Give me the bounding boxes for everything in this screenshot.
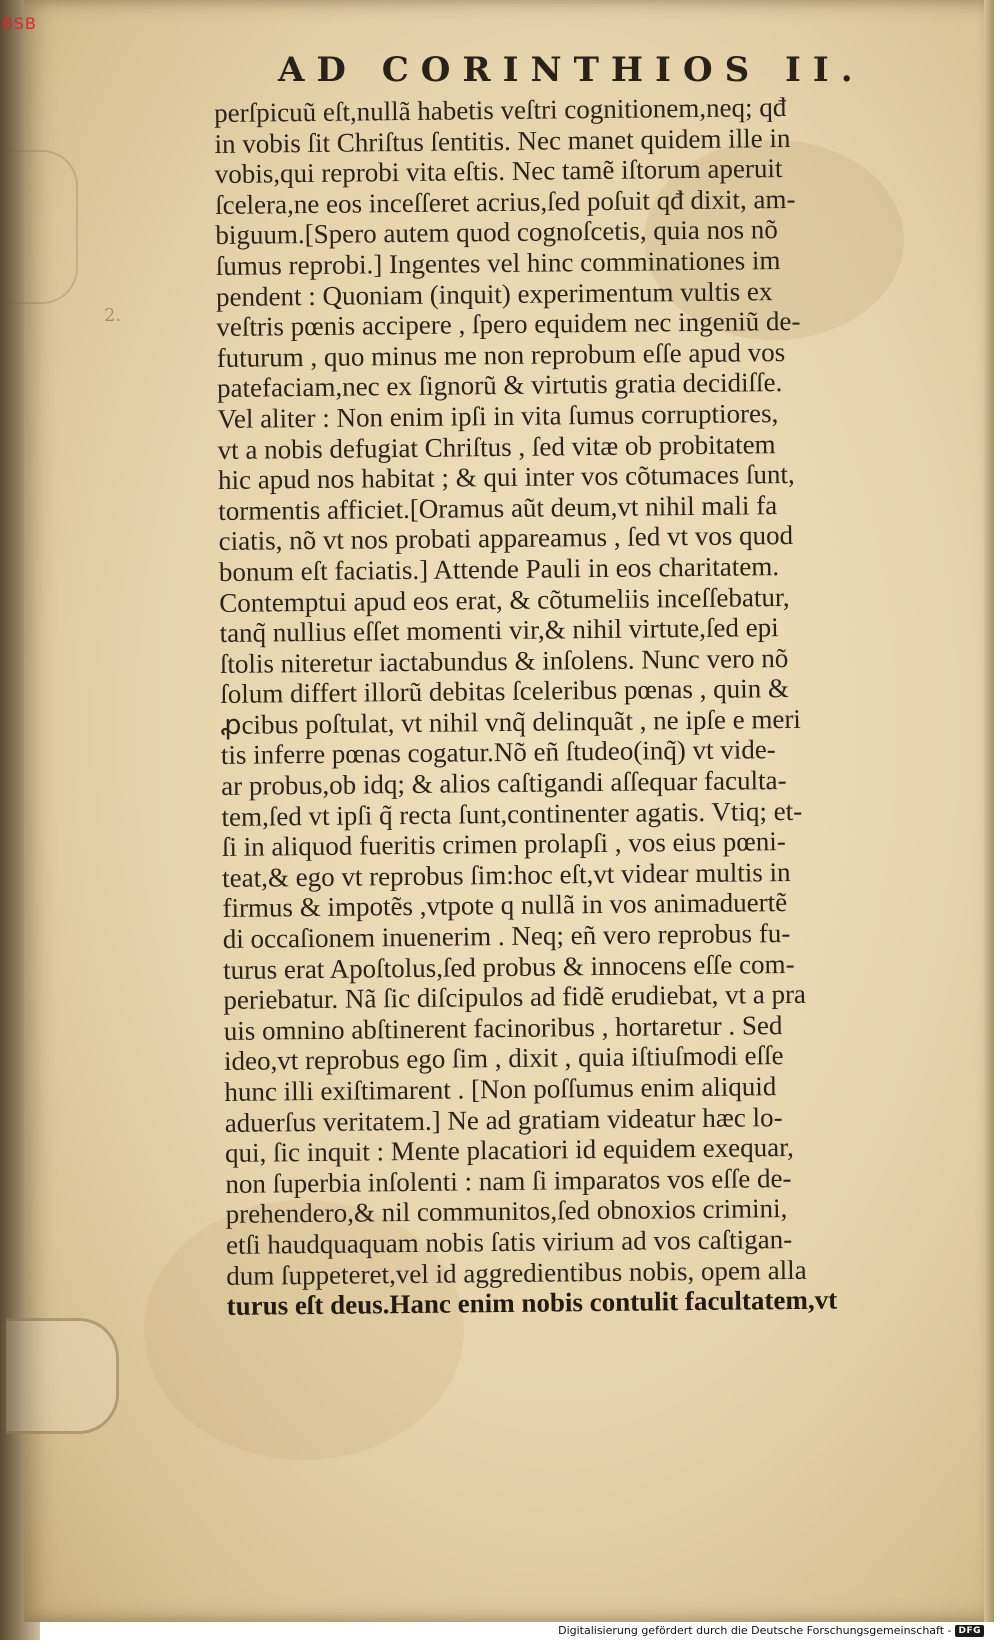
- text-line: ideo,vt reprobus ego ſim , dixit , quia iſtiuſmodi eſſe: [223, 1040, 784, 1077]
- text-line: ſtolis niteretur iactabundus & inſolens. Nunc vero nõ: [219, 642, 789, 679]
- text-line: in vobis ſit Chriſtus ſentitis. Nec manet quidem ille in: [214, 122, 791, 159]
- text-line: ar probus,ob idq; & alios caſtigandi aſſequar faculta-: [221, 765, 787, 802]
- text-line: hic apud nos habitat ; & qui inter vos cõtumaces ſunt,: [217, 459, 795, 496]
- page-clip: [6, 1318, 119, 1434]
- text-line: di occaſionem inuenerim . Neq; eñ vero reprobus fu-: [222, 918, 791, 954]
- dfg-logo: DFG: [955, 1625, 984, 1637]
- text-line: periebatur. Nã ſic diſcipulos ad fidẽ erudiebat, vt a pra: [223, 979, 807, 1016]
- text-line: ciatis, nõ vt nos probati appareamus , ſed vt vos quod: [218, 520, 794, 557]
- text-line: tem,ſed vt ipſi q̃ recta ſunt,continenter agatis. Vtiq; et-: [221, 795, 803, 832]
- text-line: teat,& ego vt reprobus ſim:hoc eſt,vt videar multis in: [222, 856, 791, 893]
- text-line: vobis,qui reprobi vita eſtis. Nec tamẽ iſtorum aperuit: [214, 153, 783, 190]
- text-line: perſpicuũ eſt,nullã habetis veſtri cognitionem,neq; qđ: [214, 92, 787, 128]
- text-line: tormentis afficiet.[Oramus aũt deum,vt nihil mali fa: [218, 489, 778, 526]
- text-line: prehendero,& nil communitos,ſed obnoxios crimini,: [225, 1193, 788, 1230]
- library-mark: BSB: [2, 14, 37, 33]
- text-line: pendent : Quoniam (inquit) experimentum vultis ex: [215, 275, 773, 312]
- text-line: tis inferre pœnas cogatur.Nõ eñ ſtudeo(inq̃) vt vide-: [220, 734, 776, 771]
- text-line: ſi in aliquod fueritis crimen prolapſi , vos eius pœni-: [221, 826, 786, 863]
- text-line: etſi haudquaquam nobis ſatis virium ad vos caſtigan-: [225, 1223, 793, 1260]
- text-line: firmus & impotẽs ,vtpote q nullã in vos animaduertẽ: [222, 887, 788, 924]
- text-line: Contemptui apud eos erat, & cõtumeliis inceſſebatur,: [219, 581, 790, 618]
- text-line: ſumus reprobi.] Ingentes vel hinc comminationes im: [215, 245, 781, 281]
- text-line: qui, ſic inquit : Mente placatiori id equidem exequar,: [224, 1132, 794, 1169]
- text-line: dum ſuppeteret,vel id aggredientibus nobis, opem alla: [226, 1254, 807, 1291]
- page-clip-top: [6, 150, 78, 304]
- text-line: non ſuperbia inſolenti : nam ſi imparatos vos eſſe de-: [225, 1162, 792, 1199]
- margin-mark: 2.: [104, 305, 122, 326]
- text-line: Vel aliter : Non enim ipſi in vita ſumus corruptiores,: [217, 398, 779, 434]
- text-line: turus erat Apoſtolus,ſed probus & innocens eſſe com-: [222, 948, 795, 985]
- text-line: veſtris pœnis accipere , ſpero equidem nec ingeniũ de-: [216, 306, 801, 343]
- running-head: AD CORINTHIOS II.: [278, 50, 865, 90]
- text-line: ꝓcibus poſtulat, vt nihil vnq̃ delinquãt , ne ipſe e meri: [220, 703, 802, 740]
- text-line: vt a nobis defugiat Chriſtus , ſed vitæ ob probitatem: [217, 428, 776, 465]
- text-line: bonum eſt faciatis.] Attende Pauli in eos charitatem.: [218, 551, 780, 587]
- body-text: [214, 91, 917, 1322]
- text-line: aduerſus veritatem.] Ne ad gratiam videatur hæc lo-: [224, 1101, 783, 1138]
- digitization-footer: [558, 1624, 984, 1637]
- footer-credit: Digitalisierung gefördert durch die Deutsche Forschungsgemeinschaft -: [558, 1624, 952, 1637]
- text-line: tanq̃ nullius eſſet momenti vir,& nihil virtute,ſed epi: [219, 612, 779, 649]
- text-line: patefaciam,nec ex ſignorũ & virtutis gratia decidiſſe.: [216, 367, 783, 404]
- page-right-edge: [984, 0, 994, 1622]
- text-line: turus eſt deus.Hanc enim nobis contulit facultatem,vt: [226, 1284, 838, 1322]
- text-line: uis omnino abſtinerent facinoribus , hortaretur . Sed: [223, 1009, 783, 1046]
- text-line: ſcelera,ne eos inceſſeret acrius,ſed poſuit qđ dixit, am-: [214, 183, 796, 220]
- text-line: hunc illi exiſtimarent . [Non poſſumus enim aliquid: [224, 1071, 777, 1107]
- text-line: futurum , quo minus me non reprobum eſſe apud vos: [216, 336, 786, 373]
- text-line: ſolum differt illorũ debitas ſceleribus pœnas , quin &: [220, 673, 790, 710]
- text-line: biguum.[Spero autem quod cognoſcetis, quia nos nõ: [215, 214, 778, 251]
